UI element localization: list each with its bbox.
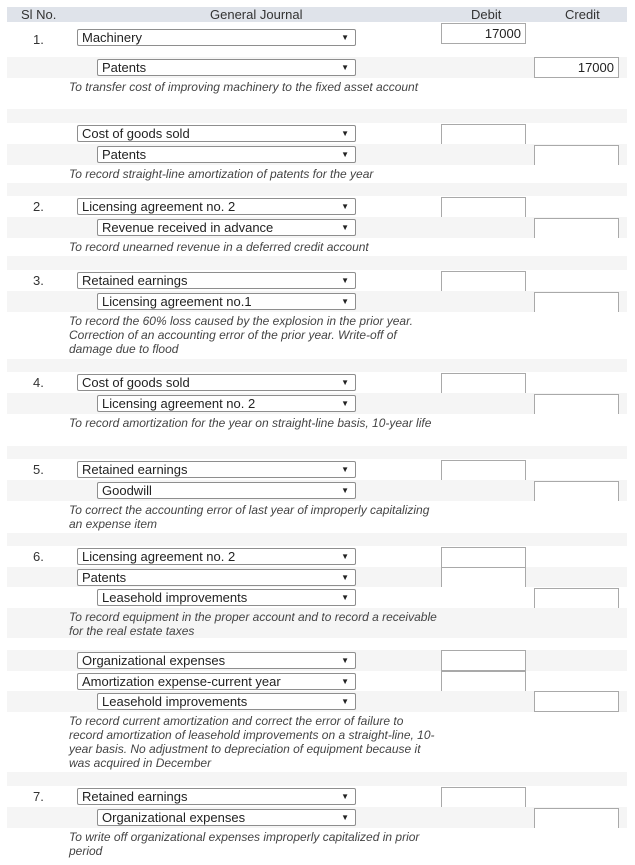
account-select[interactable]	[77, 548, 356, 565]
header-general-journal: General Journal	[210, 7, 303, 22]
debit-input[interactable]: 17000	[441, 23, 526, 44]
chevron-down-icon: ▼	[341, 63, 349, 72]
credit-input[interactable]	[534, 691, 619, 712]
entry-note: To record the 60% loss caused by the explosion in the prior year. Correction of an accounting error of the prior year. Write-off of damage due to flood	[69, 314, 413, 356]
debit-input[interactable]	[441, 460, 526, 481]
account-select[interactable]	[97, 809, 356, 826]
account-select-value: Licensing agreement no.1	[102, 294, 252, 309]
account-select-value: Retained earnings	[82, 789, 188, 804]
account-select-value: Cost of goods sold	[82, 126, 190, 141]
credit-input[interactable]	[534, 588, 619, 609]
journal-line	[7, 57, 627, 78]
entry-number: 1.	[33, 32, 44, 47]
entry-note: To record straight-line amortization of patents for the year	[69, 167, 374, 181]
credit-input[interactable]	[534, 145, 619, 166]
header-debit: Debit	[471, 7, 502, 22]
chevron-down-icon: ▼	[341, 399, 349, 408]
chevron-down-icon: ▼	[341, 677, 349, 686]
journal-line	[7, 807, 627, 828]
account-select-value: Machinery	[82, 30, 142, 45]
journal-line	[7, 691, 627, 712]
chevron-down-icon: ▼	[341, 697, 349, 706]
account-select-value: Leasehold improvements	[102, 694, 248, 709]
chevron-down-icon: ▼	[341, 129, 349, 138]
entry-note: To record unearned revenue in a deferred credit account	[69, 240, 369, 254]
account-select-value: Amortization expense-current year	[82, 674, 281, 689]
chevron-down-icon: ▼	[341, 486, 349, 495]
journal-line	[7, 480, 627, 501]
spacer-row	[7, 183, 627, 196]
account-select[interactable]	[97, 146, 356, 163]
chevron-down-icon: ▼	[341, 378, 349, 387]
chevron-down-icon: ▼	[341, 656, 349, 665]
account-select-value: Patents	[102, 147, 147, 162]
chevron-down-icon: ▼	[341, 593, 349, 602]
journal-line	[7, 217, 627, 238]
header-sl-no: Sl No.	[21, 7, 57, 22]
account-select[interactable]	[77, 272, 356, 289]
account-select-value: Retained earnings	[82, 462, 188, 477]
spacer-row	[7, 533, 627, 546]
entry-note: To transfer cost of improving machinery to the fixed asset account	[69, 80, 419, 94]
note-row	[7, 238, 627, 256]
chevron-down-icon: ▼	[341, 150, 349, 159]
credit-input[interactable]	[534, 481, 619, 502]
entry-note: To record amortization for the year on straight-line basis, 10-year life	[69, 416, 432, 430]
spacer-row	[7, 359, 627, 372]
entry-note: To write off organizational expenses improperly capitalized in prior period	[69, 830, 420, 858]
debit-input[interactable]	[441, 650, 526, 671]
account-select-value: Patents	[102, 60, 147, 75]
chevron-down-icon: ▼	[341, 297, 349, 306]
account-select[interactable]	[97, 589, 356, 606]
chevron-down-icon: ▼	[341, 33, 349, 42]
debit-input[interactable]	[441, 124, 526, 145]
journal-line	[7, 372, 627, 393]
note-row	[7, 312, 627, 359]
journal-line	[7, 650, 627, 671]
account-select[interactable]	[97, 693, 356, 710]
credit-input[interactable]	[534, 218, 619, 239]
journal-line	[7, 567, 627, 587]
account-select-value: Licensing agreement no. 2	[102, 396, 256, 411]
entry-note: To record current amortization and correct the error of failure to record amortization of leasehold improvements on a straight-line, 10-year basis. No adjustment to depreciation of equipment because it was acquired in December	[69, 714, 435, 770]
account-select[interactable]	[77, 569, 356, 586]
journal-line	[7, 546, 627, 567]
credit-input[interactable]	[534, 394, 619, 415]
chevron-down-icon: ▼	[341, 552, 349, 561]
journal-line	[7, 291, 627, 312]
entry-note: To record equipment in the proper account and to record a receivable for the real estate taxes	[69, 610, 437, 638]
account-select[interactable]	[97, 293, 356, 310]
chevron-down-icon: ▼	[341, 813, 349, 822]
spacer-row	[7, 772, 627, 786]
account-select[interactable]	[97, 482, 356, 499]
note-row	[7, 165, 627, 183]
note-row	[7, 78, 627, 109]
journal-line	[7, 587, 627, 608]
general-journal-table	[7, 7, 627, 860]
account-select-value: Patents	[82, 570, 127, 585]
debit-input[interactable]	[441, 787, 526, 808]
entry-note: To correct the accounting error of last year of improperly capitalizing an expense item	[69, 503, 430, 531]
header-credit: Credit	[565, 7, 600, 22]
account-select[interactable]	[77, 652, 356, 669]
chevron-down-icon: ▼	[341, 202, 349, 211]
chevron-down-icon: ▼	[341, 573, 349, 582]
account-select[interactable]	[77, 461, 356, 478]
spacer-row	[7, 109, 627, 123]
journal-line	[7, 270, 627, 291]
entry-number: 5.	[33, 462, 44, 477]
journal-line	[7, 393, 627, 414]
debit-input[interactable]	[441, 197, 526, 218]
table-header	[7, 7, 627, 22]
entry-number: 2.	[33, 199, 44, 214]
journal-line	[7, 144, 627, 165]
account-select-value: Organizational expenses	[82, 653, 226, 668]
account-select-value: Organizational expenses	[102, 810, 246, 825]
credit-input[interactable]	[534, 808, 619, 829]
note-row	[7, 414, 627, 446]
account-select-value: Goodwill	[102, 483, 152, 498]
note-row	[7, 501, 627, 533]
entry-number: 4.	[33, 375, 44, 390]
credit-input[interactable]	[534, 292, 619, 313]
spacer-row	[7, 446, 627, 459]
account-select[interactable]	[97, 59, 356, 76]
account-select-value: Licensing agreement no. 2	[82, 199, 236, 214]
account-select-value: Retained earnings	[82, 273, 188, 288]
spacer-row	[7, 256, 627, 270]
account-select[interactable]	[77, 673, 356, 690]
debit-input[interactable]	[441, 567, 526, 588]
journal-line	[7, 196, 627, 217]
account-select[interactable]	[77, 198, 356, 215]
journal-line	[7, 671, 627, 691]
journal-line	[7, 123, 627, 144]
chevron-down-icon: ▼	[341, 465, 349, 474]
note-row	[7, 828, 627, 860]
credit-input[interactable]: 17000	[534, 57, 619, 78]
note-row	[7, 608, 627, 638]
account-select[interactable]	[77, 374, 356, 391]
account-select[interactable]	[77, 788, 356, 805]
spacer-row	[7, 638, 627, 650]
account-select[interactable]	[97, 219, 356, 236]
chevron-down-icon: ▼	[341, 792, 349, 801]
journal-line	[7, 459, 627, 480]
entry-number: 3.	[33, 273, 44, 288]
entry-number: 7.	[33, 789, 44, 804]
debit-input[interactable]	[441, 671, 526, 692]
account-select-value: Revenue received in advance	[102, 220, 274, 235]
entry-number: 6.	[33, 549, 44, 564]
note-row	[7, 712, 627, 772]
chevron-down-icon: ▼	[341, 276, 349, 285]
chevron-down-icon: ▼	[341, 223, 349, 232]
debit-input[interactable]	[441, 271, 526, 292]
account-select[interactable]	[77, 29, 356, 46]
debit-input[interactable]	[441, 547, 526, 568]
account-select-value: Cost of goods sold	[82, 375, 190, 390]
journal-line	[7, 786, 627, 807]
debit-input[interactable]	[441, 373, 526, 394]
journal-line	[7, 22, 627, 57]
account-select-value: Leasehold improvements	[102, 590, 248, 605]
account-select[interactable]	[97, 395, 356, 412]
account-select-value: Licensing agreement no. 2	[82, 549, 236, 564]
account-select[interactable]	[77, 125, 356, 142]
